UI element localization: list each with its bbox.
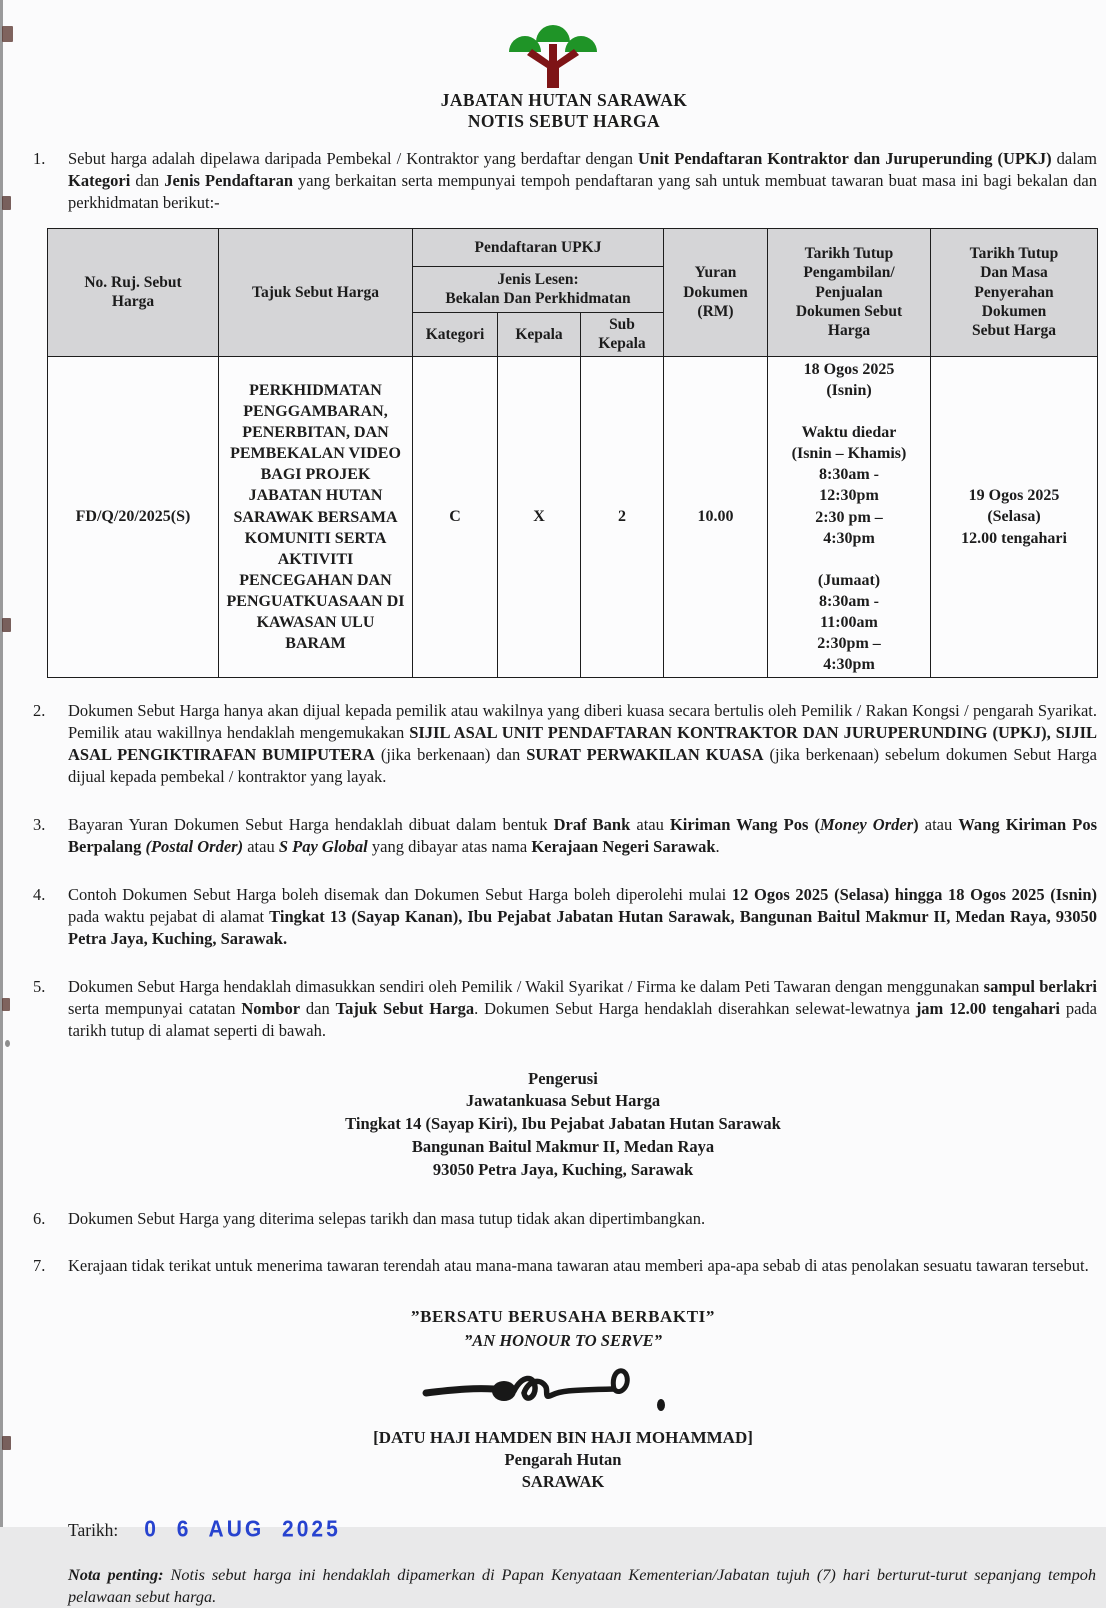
clause-text: Dokumen Sebut Harga hendaklah dimasukkan sendiri oleh Pemilik / Wakil Syarikat / Firma ke dalam Peti Tawaran dengan menggunakan sampul berlakri serta mempunyai catatan Nombor dan Tajuk Sebut Harga. Dokumen Sebut Harga hendaklah diserahkan selewat-lewatnya jam 12.00 tengahari pada tarikh tutup di alamat seperti di bawah. [68,976,1097,1040]
note-text: Notis sebut harga ini hendaklah dipamerkan di Papan Kenyataan Kementerian/Jabatan tujuh (7) hari berturut-turut sepanjang tempoh pelawaan sebut harga. [68,1565,1096,1607]
cell-tajuk: PERKHIDMATAN PENGGAMBARAN, PENERBITAN, DAN PEMBEKALAN VIDEO BAGI PROJEK JABATAN HUTAN SARAWAK BERSAMA KOMUNITI SERTA AKTIVITI PENCEGAHAN DAN PENGUATKUASAAN DI KAWASAN ULU BARAM [219,356,413,678]
date-label: Tarikh: [68,1519,119,1540]
address-line: Bangunan Baitul Makmur II, Medan Raya [411,1137,715,1156]
cell-tarikh-pengambilan: 18 Ogos 2025 (Isnin) Waktu diedar (Isnin – Khamis) 8:30am - 12:30pm 2:30 pm – 4:30pm (Jumaat) 8:30am - 11:00am 2:30pm – 4:30pm [768,356,931,678]
signatory-org: SARAWAK [521,1472,605,1492]
col-header-pendaftaran-upkj: Pendaftaran UPKJ [413,228,664,266]
forestry-tree-logo-icon [503,12,603,90]
clause-text: Contoh Dokumen Sebut Harga boleh disemak dan Dokumen Sebut Harga boleh diperolehi mulai 12 Ogos 2025 (Selasa) hingga 18 Ogos 2025 (Isnin) pada waktu pejabat di alamat Tingkat 13 (Sayap Kanan), Ibu Pejabat Jabatan Hutan Sarawak, Bangunan Baitul Makmur II, Medan Raya, 93050 Petra Jaya, Kuching, Sarawak. [68,885,1098,948]
col-header-tarikh-pengambilan: Tarikh Tutup Pengambilan/ Penjualan Dokumen Sebut Harga [768,228,931,356]
signature-block [0,1359,1106,1492]
clause-number: 5. [33,976,46,996]
clause-5 [33,976,1097,1042]
date-row [68,1518,1106,1542]
clause-2 [33,700,1097,788]
col-header-yuran: Yuran Dokumen (RM) [664,228,768,356]
col-header-kepala: Kepala [498,312,581,356]
cell-yuran: 10.00 [664,356,768,678]
notice-title: NOTIS SEBUT HARGA [467,111,661,131]
tender-table [47,228,1098,679]
col-header-kategori: Kategori [413,312,498,356]
clause-1 [33,148,1097,214]
col-header-sub-kepala: Sub Kepala [581,312,664,356]
motto-line-english: ”AN HONOUR TO SERVE” [464,1331,662,1351]
clause-3 [33,814,1097,858]
address-line: Tingkat 14 (Sayap Kiri), Ibu Pejabat Jabatan Hutan Sarawak [345,1114,781,1134]
scan-artifact [2,196,11,210]
clause-6 [33,1208,1097,1230]
clause-text: Dokumen Sebut Harga hanya akan dijual kepada pemilik atau wakilnya yang diberi kuasa secara bertulis oleh Pemilik / Rakan Kongsi / pengarah Syarikat. Pemilik atau wakillnya hendaklah mengemukakan SIJIL ASAL UNIT PENDAFTARAN KONTRAKTOR DAN JURUPERUNDING (UPKJ), SIJIL ASAL PENGIKTIRAFAN BUMIPUTERA (jika berkenaan) dan SURAT PERWAKILAN KUASA (jika berkenaan) sebelum dokumen Sebut Harga dijual kepada pembekal / kontraktor yang layak. [68,701,1098,787]
col-header-tarikh-penyerahan: Tarikh Tutup Dan Masa Penyerahan Dokumen Sebut Harga [931,228,1098,356]
clause-text: Dokumen Sebut Harga yang diterima selepas tarikh dan masa tutup tidak akan dipertimbangkan. [68,1208,706,1228]
scan-artifact [2,998,10,1011]
motto [0,1307,1106,1351]
submission-address [0,1068,1106,1182]
clause-text: Sebut harga adalah dipelawa daripada Pembekal / Kontraktor yang berdaftar dengan Unit Pendaftaran Kontraktor dan Juruperunding (UPKJ) dalam Kategori dan Jenis Pendaftaran yang berkaitan serta mempunyai tempoh pendaftaran yang sah untuk membuat tawaran buat masa ini bagi bekalan dan perkhidmatan berikut:- [68,149,1098,212]
clause-7 [33,1255,1097,1277]
cell-sub-kepala: 2 [581,356,664,678]
signatory [20,1428,1106,1492]
clause-text: Kerajaan tidak terikat untuk menerima tawaran terendah atau mana-mana tawaran atau memberi apa-apa sebab di atas penolakan sesuatu tawaran tersebut. [68,1256,1089,1276]
clause-number: 3. [33,815,46,835]
date-stamp: 0 6 AUG 2025 [144,1517,341,1543]
cell-tarikh-penyerahan: 19 Ogos 2025 (Selasa) 12.00 tengahari [931,356,1098,678]
clause-4 [33,884,1097,950]
scan-edge-line [0,0,3,1527]
cell-kepala: X [498,356,581,678]
note-label: Nota penting: [68,1565,164,1585]
clause-number: 6. [33,1208,46,1228]
scan-artifact [2,618,11,632]
scan-artifact [2,26,13,42]
col-header-no-ruj: No. Ruj. Sebut Harga [48,228,219,356]
clause-text: Bayaran Yuran Dokumen Sebut Harga hendaklah dibuat dalam bentuk Draf Bank atau Kiriman Wang Pos (Money Order) atau Wang Kiriman Pos Berpalang (Postal Order) atau S Pay Global yang dibayar atas nama Kerajaan Negeri Sarawak. [68,815,1098,857]
table-row [48,356,1098,678]
clause-number: 2. [33,701,46,721]
col-header-jenis-lesen: Jenis Lesen: Bekalan Dan Perkhidmatan [413,266,664,312]
org-title: JABATAN HUTAN SARAWAK [440,90,688,110]
signatory-name: [DATU HAJI HAMDEN BIN HAJI MOHAMMAD] [373,1428,753,1448]
cell-no-ruj: FD/Q/20/2025(S) [48,356,219,678]
scan-artifact [2,1436,11,1450]
address-line: 93050 Petra Jaya, Kuching, Sarawak [432,1159,694,1179]
cell-kategori: C [413,356,498,678]
clause-number: 4. [33,885,46,905]
address-line: Pengerusi [528,1068,598,1088]
document-header [0,0,1106,132]
clause-number: 7. [33,1256,46,1276]
clause-number: 1. [33,149,46,168]
motto-line-malay: ”BERSATU BERUSAHA BERBAKTI” [410,1307,715,1327]
signature-scribble-icon [418,1359,708,1421]
col-header-tajuk: Tajuk Sebut Harga [219,228,413,356]
signatory-role: Pengarah Hutan [504,1450,622,1470]
address-line: Jawatankuasa Sebut Harga [465,1091,661,1111]
scan-artifact [5,1040,10,1047]
important-note [68,1564,1096,1608]
